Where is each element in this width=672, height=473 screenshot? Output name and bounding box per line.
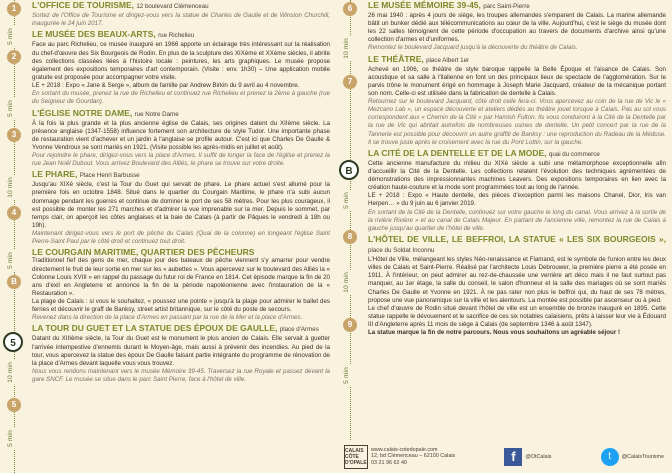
bike-stop-marker: 5 (3, 332, 23, 352)
phone-text: 03 21 96 62 40 (371, 459, 407, 466)
section-title: L'OFFICE DE TOURISME, 12 boulevard Clémenceau (32, 0, 209, 10)
section-musee-memoire (368, 0, 666, 52)
closing-message: La statue marque la fin de notre parcours. Nous vous souhaitons un agréable séjour ! (368, 328, 621, 336)
section-directions: Pour rejoindre le phare, dirigez-vous vers la place d'Armes. Il suffit de longer la face de l'église et prenez la rue Jean Noël Dubout. Vous arrivez Boulevard des Alliés, le phare se trouve sur votre droite. (32, 151, 330, 167)
tourism-logo-icon: CALAIS CÔTE D'OPALE (344, 445, 368, 469)
stop-marker-6: 6 (343, 2, 357, 16)
stop-marker-9: 9 (343, 318, 357, 332)
section-cite-dentelle (368, 148, 666, 233)
section-title: LA TOUR DU GUET ET LA STATUE DES ÉPOUX DE GAULLE, place d'Armes (32, 323, 319, 334)
address-text: 12, bd Clémenceau – 62100 Calais (371, 453, 456, 460)
section-directions: Nous vous rendons maintenant vers le musée Mémoire 39-45. Traversez la rue Royale et passez devant la gare SNCF. Le musée se situe dans le parc Saint Pierre, face à l'hôtel de ville. (32, 367, 330, 383)
distance-label: 10 min (343, 270, 358, 295)
section-title: LE THÉÂTRE, place Albert 1er (368, 53, 470, 64)
stop-marker-1: 1 (7, 2, 21, 16)
section-title: LE MUSÉE DES BEAUX-ARTS, rue Richelieu (32, 29, 195, 40)
section-courgain-maritime (32, 247, 330, 322)
section-directions: En sortant du musée, prenez la rue de Richelieu et continuez rue Richelieu et prenez la 2ème à gauche (rue du Seigneur de Gourdan). (32, 90, 330, 106)
stop-marker-8: 8 (343, 230, 357, 244)
stop-marker-3: 3 (7, 128, 21, 142)
section-office-tourisme (32, 0, 330, 28)
section-musee-beaux-arts (32, 29, 330, 106)
section-body: À la fois la plus grande et la plus ancienne église de Calais, ses origines datent du XIIème siècle. La présence anglaise (1347-1558) influence fortement son architecture de style Tudor. Une importante phase de restauration vient d'achever et un jardin à l'anglaise se profile autour. C'est ici que Charles De Gaulle & Yvonne Vendroux se sont mariés en 1921. (Visite possible les après-midis en juillet et août). (32, 119, 330, 151)
stop-marker-7: 7 (343, 75, 357, 89)
section-body: L'Hôtel de Ville, mélangeant les styles Néo-renaissance et Flamand, est le symbole de l'union entre les deux villes de Calais et Saint-Pierre. Réalisé par l'architecte Louis Debrouwer, la première pierre a été posée en 1911. À l'intérieur, on peut admirer au rez-de-chaussée une verrière art déco mais il ne faut surtout pas manquer, au 1er étage, la salle du conseil, le salon d'honneur et la salle des mariages où se sont mariés Charles De Gaulle et Yvonne en 1921. À ne pas rater non plus le beffroi qui, du haut de ses 78 mètres, propose une vue panoramique sur la ville et les alentours. La montée est possible par ascenseur ou à pied. (368, 256, 666, 304)
section-directions: En sortant de la Cité de la Dentelle, continuez sur votre gauche le long du canal. Vous arrivez à la sortie de la rivière Rivière » et au canal de Calais Majeur. En partant de l'ancienne ville, remontez la rue de Calais à gauche jusqu'au quartier de l'hôtel de ville. (368, 208, 666, 232)
section-directions: Maintenant dirigez-vous vers le port de pêche du Calais (Quai de la colonne) en longeant l'église Saint Pierre-Saint Paul par le côté droit et continuez tout droit. (32, 229, 330, 246)
distance-label: 5 min (343, 365, 358, 386)
website-link[interactable]: www.calais-cotedopale.com (371, 446, 438, 453)
section-directions: Revenez dans la direction de la place d'Armes en passant par la rue de la Mer et la place d'Armes. (32, 314, 303, 322)
section-eglise-notre-dame (32, 108, 330, 169)
bike-stop-marker: B (339, 160, 359, 180)
section-title: LA CITÉ DE LA DENTELLE ET DE LA MODE, quai du commerce (368, 148, 600, 158)
right-content (368, 0, 666, 337)
facebook-handle: @OtCalais (525, 453, 552, 460)
right-column (336, 0, 672, 440)
section-theatre (368, 54, 666, 147)
distance-label: 5 min (343, 190, 358, 211)
distance-label: 5 min (7, 98, 22, 119)
footer (336, 440, 672, 473)
distance-label: 5 min (7, 428, 22, 449)
left-route-rail (0, 0, 30, 473)
stop-marker-6: 5 (7, 398, 21, 412)
section-body: Face au parc Richelieu, ce musée inauguré en 1966 apporte un éclairage très intéressant sur la réalisation du chef-d'œuvre des Six Bourgeois de Rodin. En plus de la sculpture des XIXème et XXème siècles, il abrite des collections classées liées à l'histoire locale : peintures, les arts graphiques. Le musée propose également des expositions temporaires d'art contemporain. (Visite : env. 1h30) – Une application mobile gratuite est proposée pour accompagner votre visite. (32, 41, 330, 81)
distance-label: 10 min (7, 175, 22, 200)
section-body: Traditionnel fief des gens de mer, chaque jour des bateaux de pêche viennent s'y amarrer pour vendre directement le fruit de leur sortie en mer sur les « aubettes ». Vous apercevez sur le boulevard des Alliés la « Colonne Louis XVIII » en rappel du passage du futur roi de France en 1814. Cet épisode marque la fin de 20 ans d'exil en Angleterre et annonce la fin de la période napoléonienne avec l'instauration de la « Restauration ». (32, 257, 330, 297)
section-title: LE MUSÉE MÉMOIRE 39-45, parc Saint-Pierre (368, 0, 530, 10)
section-title: LE PHARE, Place Henri Barbusse (32, 169, 140, 180)
section-directions: Retournez sur le boulevard Jacquard, côté droit celle fera-ci. Vous apercevez au coin de la rue de Vic le « Mezcano Lab », un espace découverte et ateliers dédiés au théâtre jouet lorsque à Calais. Pas au sol vous correspondent aux « Chemin de la Cité » par Hamish Fulton. Ils vous conduiront à la Cité de la Dentelle par la rue de Vic qui abritait autrefois de nombreuses usines de dentelle. Un petit concert par la rue de la Tannerie est possible pour découvrir un autre graffiti de Banksy : une reproduction du Radeau de la Méduse. Il se trouve juste après le croisement avec la rue du Pont Lottin, sur la gauche. (368, 98, 666, 146)
left-content (32, 0, 330, 384)
distance-label: 5 min (7, 250, 22, 271)
section-hotel-de-ville (368, 234, 666, 337)
section-title: L'ÉGLISE NOTRE DAME, rue Notre Dame (32, 107, 179, 118)
section-title: LE COURGAIN MARITIME, QUARTIER DES PÊCHEURS (32, 247, 255, 258)
distance-label: 10 min (343, 36, 358, 61)
section-highlight: LE + 2018 : Expo « Jane & Serge », album de famille par Andrew Birkin du 9 avril au 4 novembre. (32, 81, 300, 89)
stop-marker-5: B (7, 275, 21, 289)
section-body: Cette ancienne manufacture du milieu du XIXè siècle a subi une métamorphose exceptionnelle afin d'accueillir la Cité de la Dentelle. Les collections relatent l'évolution des techniques agrémentées de démonstrations des impressionnantes machines Leavers. Des expositions temporaires en lien avec la création haute-couture et la mode sont programmées tout au long de l'année. (368, 160, 666, 192)
section-title: L'HÔTEL DE VILLE, LE BEFFROI, LA STATUE « LES SIX BOURGEOIS », place du Soldat Inconnu (368, 234, 666, 255)
tourism-office-block (344, 445, 455, 469)
twitter-icon: t (601, 448, 619, 466)
facebook-icon: f (504, 448, 522, 466)
section-body: Datant du XIIIème siècle, la Tour du Guet est le monument le plus ancien de Calais. Elle servait à guetter l'arrivée intempestive d'ennemis durant le Moyen-âge, mais aussi à prévenir des incendies. Au pied de la tour, vous apercevez la statue des époux De Gaulle faisant partie intégrante du programme de rénovation de la place d'Armes devant laquelle vous vous trouvez. (32, 335, 330, 367)
twitter-handle: @CalaisTourisme (621, 453, 664, 460)
facebook-block[interactable] (504, 448, 551, 466)
section-body: La plage de Calais : si vous le souhaitez, « poussez une pointe » jusqu'à la plage pour admirer le ballet des ferries et découvrir le graff de Banksy, street artist britannique, sur le côté du poste de secours. (32, 297, 330, 313)
section-phare (32, 169, 330, 246)
section-body: Le chef d'œuvre de Rodin situé devant l'hôtel de ville est un ensemble de bronze inauguré en 1895. Cette statue rappelle le dévouement et le sacrifice de ces six notables calaisiens, prêts à laisser leur vie à Édouard III d'Angleterre après 11 mois de siège à Calais (de septembre 1346 à août 1347). (368, 304, 666, 328)
stop-marker-2: 2 (7, 50, 21, 64)
section-directions: Remontez le boulevard Jacquard jusqu'à la découverte du théâtre de Calais. (368, 44, 578, 52)
section-body: Achevé en 1906, ce théâtre de style baroque rappelle la Belle Époque et l'aisance de Calais. Son acoustique et sa salle à l'italienne en font un des principaux lieux de spectacle de l'agglomération. Sur le parvis trône le monument érigé en hommage à Joseph Marie Jacquard, créateur de la mécanique portant son nom. Celle-ci est utilisée dans la fabrication de dentelle à Calais. (368, 65, 666, 98)
twitter-block[interactable] (601, 448, 664, 466)
section-body: 26 mai 1940 : après 4 jours de siège, les troupes allemandes s'emparent de Calais. La marine allemande bâtit un bunker dédié aux télécommunications au cœur de la ville. Aujourd'hui, c'est le siège du musée dont les 22 salles témoignent de cette période d'occupation au travers de documents d'archive ainsi qu'une collection d'armes et d'uniformes. (368, 12, 666, 44)
section-body: Sortez de l'Office de Tourisme et dirigez-vous vers la statue de Charles de Gaulle et de Winston Churchill, inaugurée le 24 juin 2017. (32, 12, 330, 28)
section-highlight: LE + 2018 : Expo « Haute dentelle, des pièces d'exception parmi les maisons Chanel, Dior, Iris van Herpen… » du 9 juin au 6 janvier 2019. (368, 192, 666, 208)
right-route-rail (336, 0, 366, 440)
distance-label: 10 min (7, 360, 22, 385)
stop-marker-4: 4 (7, 206, 21, 220)
distance-label: 5 min (7, 26, 22, 47)
section-body: Jusqu'au XIXè siècle, c'est la Tour du Guet qui servait de phare. Le phare actuel s'est allumé pour la première fois en octobre 1848. Situé dans le quartier du Courgain Maritime, le phare n'a subi aucun dommage pendant les guerres et continue de dominer le port de ses 58 mètres. Pour les plus courageux, il est possible de monter les 271 marches et d'admirer la vue imprenable sur la mer. Depuis le sommet, par temps clair, on aperçoit les côtes anglaises et la baie de Calais (à partir de Pâques le vendredi à 18h ou 19h). (32, 181, 330, 229)
section-tour-du-guet (32, 323, 330, 384)
